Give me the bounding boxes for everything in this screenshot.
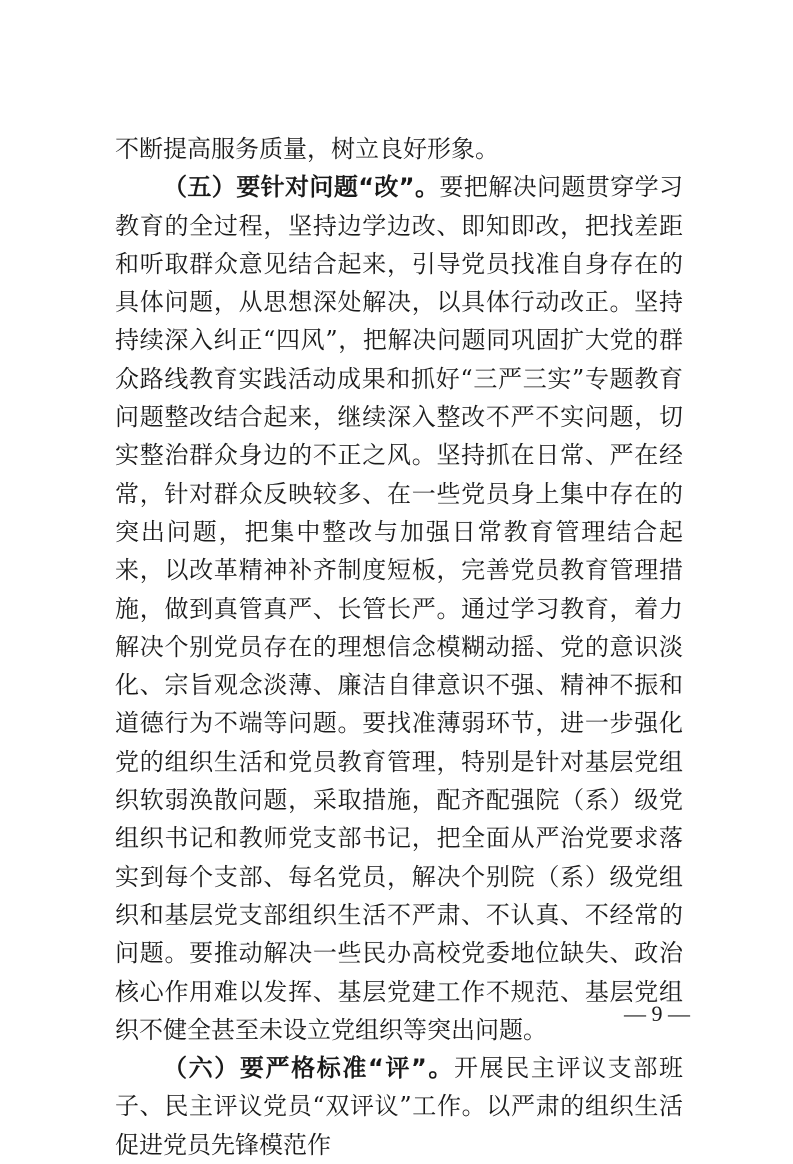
page-number: — 9 — [624, 1001, 690, 1026]
paragraph-text: 要把解决问题贯穿学习教育的全过程，坚持边学边改、即知即改，把找差距和听取群众意见结合起来，引导党员找准自身存在的具体问题，从思想深处解决，以具体行动改正。坚持持续深入纠正“四风”，把解决问题同巩固扩大党的群众路线教育实践活动成果和抓好“三严三实”专题教育问题整改结合起来，继续深入整改不严不实问题，切实整治群众身边的不正之风。坚持抓在日常、严在经常，针对群众反映较多、在一些党员身上集中存在的突出问题，把集中整改与加强日常教育管理结合起来，以改革精神补齐制度短板，完善党员教育管理措施，做到真管真严、长管长严。通过学习教育，着力解决个别党员存在的理想信念模糊动摇、党的意识淡化、宗旨观念淡薄、廉洁自律意识不强、精神不振和道德行为不端等问题。要找准薄弱环节，进一步强化党的组织生活和党员教育管理，特别是针对基层党组织软弱涣散问题，采取措施，配齐配强院（系）级党组织书记和教师党支部书记，把全面从严治党要求落实到每个支部、每名党员，解决个别院（系）级党组织和基层党支部组织生活不严肃、不认真、不经常的问题。要推动解决一些民办高校党委地位缺失、政治核心作用难以发挥、基层党建工作不规范、基层党组织不健全甚至未设立党组织等突出问题。 [115, 173, 684, 1044]
section-heading: （五）要针对问题“改”。 [163, 173, 440, 202]
paragraph-text: 不断提高服务质量，树立良好形象。 [115, 135, 499, 163]
paragraph-text: 开展民主评议支部班子、民主评议党员“双评议”工作。以严肃的组织生活促进党员先锋模范作 [115, 1054, 684, 1159]
body-text [115, 130, 683, 1164]
section-heading: （六）要严格标准“评”。 [163, 1054, 455, 1083]
paragraph-section-6 [115, 1049, 683, 1164]
paragraph-continued [115, 130, 683, 168]
paragraph-section-5 [115, 168, 683, 1049]
